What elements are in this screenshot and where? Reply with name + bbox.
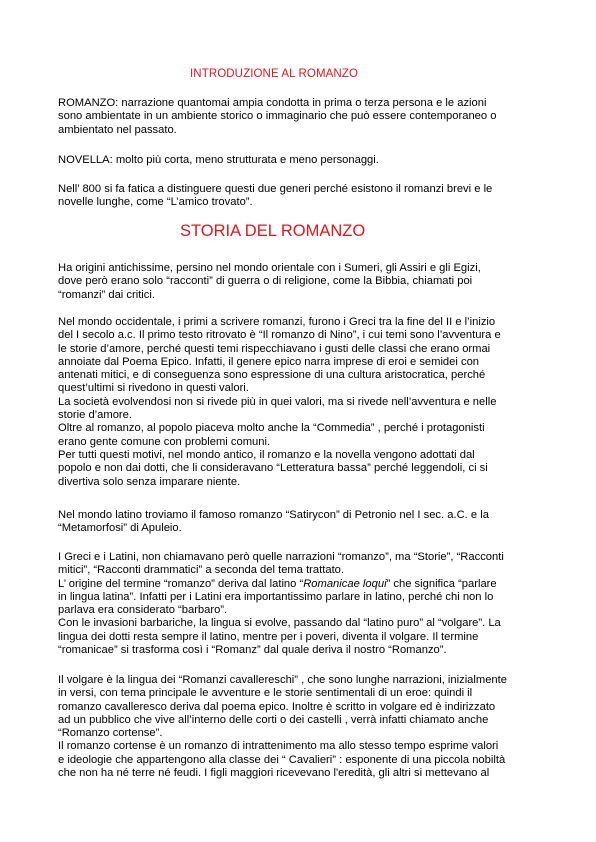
text-line: Oltre al romanzo, al popolo piaceva molto anche la “Commedia” , perché i protagonisti xyxy=(58,422,485,435)
document-title: INTRODUZIONE AL ROMANZO xyxy=(190,68,358,80)
text-line: divertiva solo senza imparare niente. xyxy=(58,475,241,488)
text-line: Nel mondo occidentale, i primi a scrivere romanzi, furono i Greci tra la fine del II e l’inizio xyxy=(58,316,496,328)
text-line: romanzo cavalleresco deriva dal poema epico. Inoltre è scritto in volgare ed è indirizzato xyxy=(58,700,496,713)
text-line: “romanicae” si trasforma così i “Romanz” dal quale deriva il nostro “Romanzo”. xyxy=(58,644,447,657)
text-line: lingua dei dotti resta sempre il latino, mentre per i poveri, diventa il volgare. Il termine xyxy=(58,630,479,643)
text-line: annoiate dal Poema Epico. Infatti, il genere epico narra imprese di eroi e semidei con xyxy=(58,355,480,368)
paragraph-romanzi-cavallereschi xyxy=(58,674,548,780)
paragraph-mondo-occidentale xyxy=(58,316,548,489)
text-line: le storie d’amore, perché questi temi rispecchiavano i gusti delle classi che erano ormai xyxy=(58,342,491,355)
text-line: parlava era considerato “barbaro”. xyxy=(58,604,228,617)
text-line: ROMANZO: narrazione quantomai ampia condotta in prima o terza persona e le azioni xyxy=(58,97,487,109)
text-line: del I secolo a.c. Il primo testo ritrovato è “Il romanzo di Nino”, i cui temi sono l’avventura e xyxy=(58,329,501,342)
paragraph-romanzo-definition xyxy=(58,97,548,137)
text-line: Nell’ 800 si fa fatica a distinguere questi due generi perché esistono il romanzi brevi e le xyxy=(58,183,493,195)
text-line: Per tutti questi motivi, nel mondo antico, il romanzo e la novella vengono adottati dal xyxy=(58,448,475,461)
text-line: NOVELLA: molto più corta, meno strutturata e meno personaggi. xyxy=(58,154,379,166)
text-line: “Romanzo cortense”. xyxy=(58,727,163,740)
text-line: antenati mitici, e di conseguenza sono espressione di una cultura aristocratica, perché xyxy=(58,369,486,382)
text-line: erano gente comune con problemi comuni. xyxy=(58,435,271,448)
text-line: novelle lunghe, come “L’amico trovato”. xyxy=(58,196,253,209)
text-line: in lingua latina”. Infatti per i Latini era importantissimo parlare in latino, perché chi non lo xyxy=(58,590,494,603)
text-line: in versi, con tema principale le avventure e le storie sentimentali di un eroe: quindi il xyxy=(58,687,473,700)
text-line: “Metamorfosi” di Apuleio. xyxy=(58,522,182,535)
text-line: La società evolvendosi non si rivede più in quei valori, ma si rivede nell’avventura e nelle xyxy=(58,395,497,408)
paragraph-origini xyxy=(58,262,548,302)
text-line: quest’ultimi si rivedono in questi valori. xyxy=(58,382,249,395)
paragraph-origine-termine xyxy=(58,551,548,657)
text-line xyxy=(58,578,548,591)
text-line: storie d’amore. xyxy=(58,409,132,422)
text-line: “romanzi” dai critici. xyxy=(58,288,155,301)
paragraph-800 xyxy=(58,183,548,210)
text-line: che non ha né terre né feudi. I figli maggiori ricevevano l'eredità, gli altri si mettevano al xyxy=(58,767,490,780)
text-line: Il volgare è la lingua dei “Romanzi cavallereschi” , che sono lunghe narrazioni, inizialmente xyxy=(58,674,507,686)
section-title: STORIA DEL ROMANZO xyxy=(180,222,366,240)
text-line: e ideologie che appartengono alla classe dei “ Cavalieri” : esponente di una piccola nobiltà xyxy=(58,753,506,766)
text-line: popolo e non dai dotti, che li consideravano “Letteratura bassa” perché leggendoli, ci si xyxy=(58,462,488,475)
text-line: ad un pubblico che vive all’interno delle corti o dei castelli , verrà infatti chiamato anche xyxy=(58,713,489,726)
text-fragment: L’ origine del termine “romanzo” deriva dal latino “ xyxy=(58,577,304,590)
text-line: Ha origini antichissime, persino nel mondo orientale con i Sumeri, gli Assiri e gli Egizi, xyxy=(58,262,481,274)
italic-term: Romanicae loqui xyxy=(303,577,387,590)
text-line: dove però erano solo “racconti” di guerra o di religione, come la Bibbia, chiamati poi xyxy=(58,275,473,288)
text-line: Nel mondo latino troviamo il famoso romanzo “Satirycon” di Petronio nel I sec. a.C. e la xyxy=(58,509,489,521)
paragraph-novella-definition xyxy=(58,154,548,167)
text-line: ambientato nel passato. xyxy=(58,123,177,136)
text-fragment: ” che significa “parlare xyxy=(386,577,497,590)
text-line: mitici”, “Racconti drammatici” a seconda del tema trattato. xyxy=(58,564,345,577)
text-line: Il romanzo cortense è un romanzo di intrattenimento ma allo stesso tempo esprime valori xyxy=(58,740,499,753)
paragraph-mondo-latino xyxy=(58,509,548,536)
text-line: I Greci e i Latini, non chiamavano però quelle narrazioni “romanzo”, ma “Storie”, “Racconti xyxy=(58,551,504,563)
text-line: Con le invasioni barbariche, la lingua si evolve, passando dal “latino puro” al “volgare”. La xyxy=(58,617,501,630)
text-line: sono ambientate in un ambiente storico o immaginario che può essere contemporaneo o xyxy=(58,110,497,123)
